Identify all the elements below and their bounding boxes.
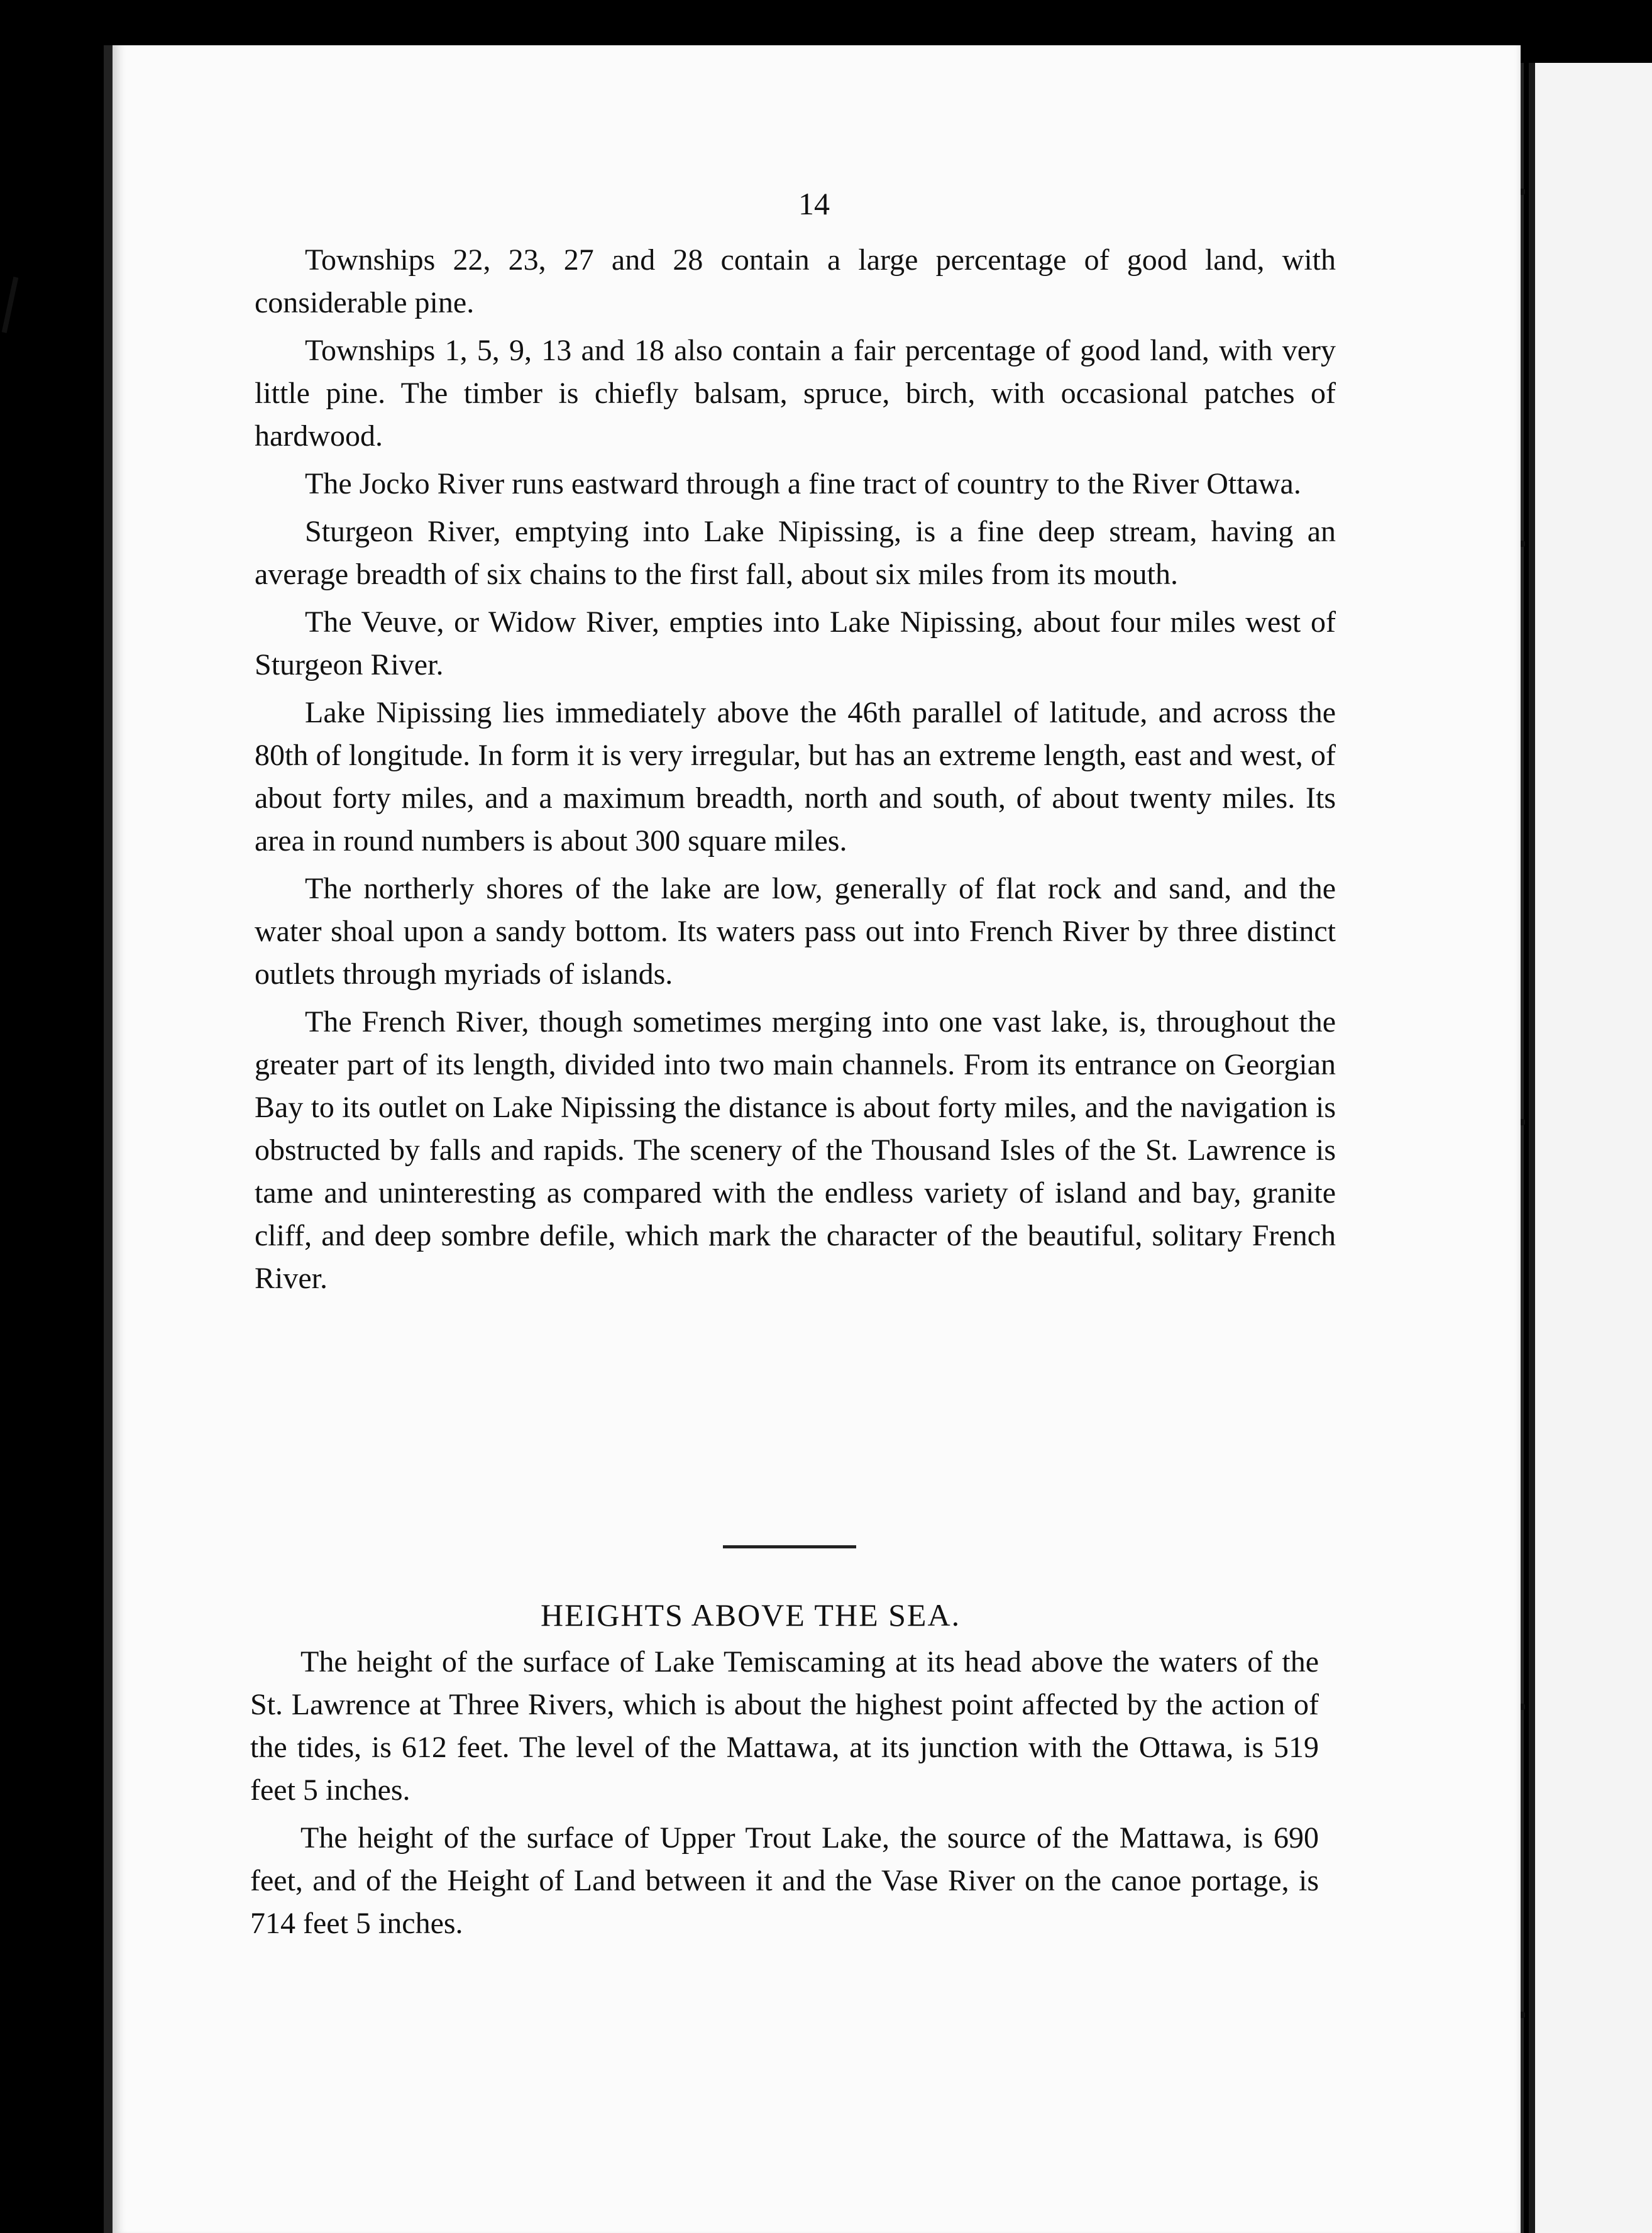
section-body — [250, 1641, 1319, 1950]
paragraph: The French River, though sometimes merging into one vast lake, is, throughout the greater part of its length, divided into two main channels. From its entrance on Georgian Bay to its outlet on Lake Nipissing the distance is about forty miles, and the navigation is obstructed by falls and rapids. The scenery of the Thousand Isles of the St. Lawrence is tame and uninteresting as compared with the endless variety of island and bay, granite cliff, and deep sombre defile, which mark the character of the beautiful, solitary French River. — [255, 1005, 1336, 1295]
page-number: 14 — [798, 186, 830, 221]
paragraph: The height of the surface of Lake Temiscaming at its head above the waters of the St. Lawrence at Three Rivers, which is about the highest point affected by the action of the tides, is 612 feet. The level of the Mattawa, at its junction with the Ottawa, is 519 feet 5 inches. — [250, 1645, 1319, 1807]
paragraph: The Jocko River runs eastward through a fine tract of country to the River Ottawa. — [305, 467, 1301, 500]
section-heading: HEIGHTS ABOVE THE SEA. — [541, 1597, 961, 1633]
paragraph: Townships 1, 5, 9, 13 and 18 also contain a fair percentage of good land, with very little pine. The timber is chiefly balsam, spruce, birch, with occasional patches of hardwood. — [255, 334, 1336, 453]
paragraph: The northerly shores of the lake are low, generally of flat rock and sand, and the water shoal upon a sandy bottom. Its waters pass out into French River by three distinct outlets through myriads of islands. — [255, 872, 1336, 991]
adjacent-page-edge — [1529, 63, 1652, 2233]
section-divider — [723, 1545, 856, 1548]
paragraph: The Veuve, or Widow River, empties into Lake Nipissing, about four miles west of Sturgeon River. — [255, 605, 1336, 681]
paragraph: The height of the surface of Upper Trout Lake, the source of the Mattawa, is 690 feet, and of the Height of Land between it and the Vase River on the canoe portage, is 714 feet 5 inches. — [250, 1821, 1319, 1940]
paragraph: Lake Nipissing lies immediately above the 46th parallel of latitude, and across the 80th of longitude. In form it is very irregular, but has an extreme length, east and west, of about forty miles, and a maximum breadth, north and south, of about twenty miles. Its area in round numbers is about 300 square miles. — [255, 696, 1336, 857]
paragraph: Sturgeon River, emptying into Lake Nipissing, is a fine deep stream, having an average breadth of six chains to the first fall, about six miles from its mouth. — [255, 515, 1336, 591]
body-text — [255, 239, 1336, 1305]
paragraph: Townships 22, 23, 27 and 28 contain a large percentage of good land, with considerable pine. — [255, 243, 1336, 319]
